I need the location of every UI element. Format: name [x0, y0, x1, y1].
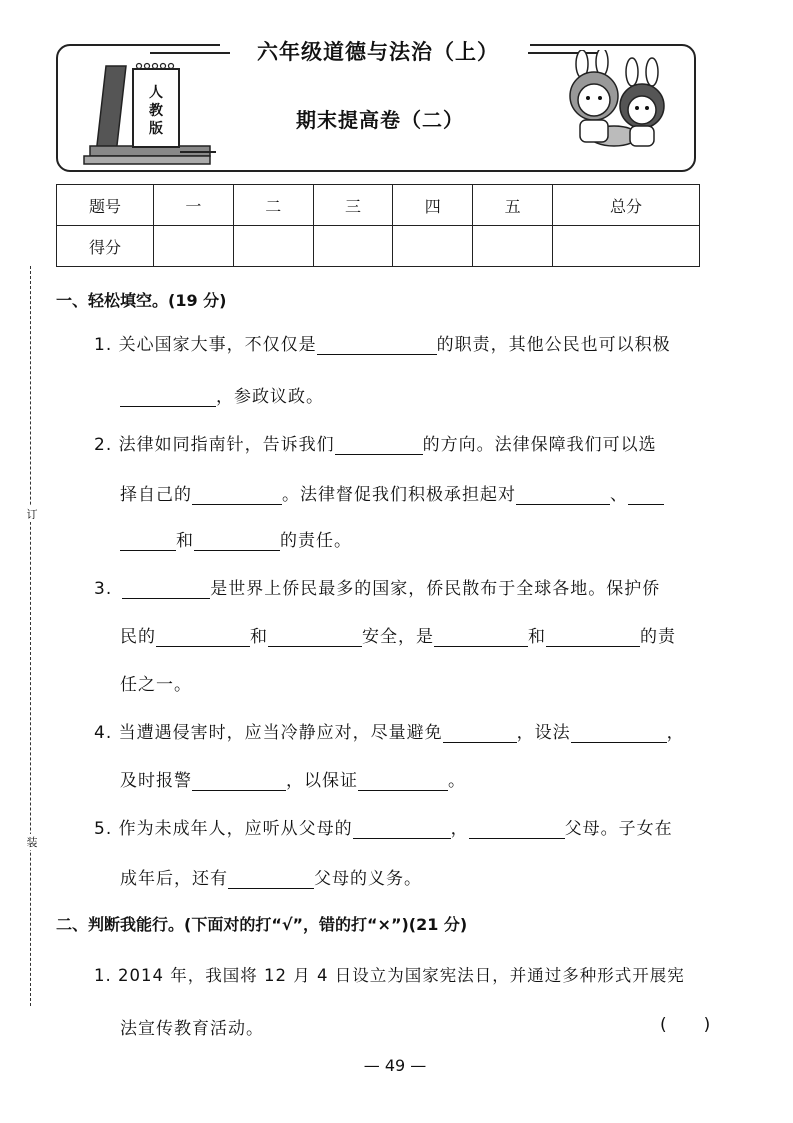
section-heading: 一、轻松填空。(19 分) — [56, 291, 227, 310]
table-cell: 总分 — [552, 185, 699, 226]
question-line: 成年后，还有 父母的义务。 — [120, 869, 422, 889]
table-cell: 一 — [154, 185, 234, 226]
score-input-cell[interactable] — [552, 226, 699, 267]
score-input-cell[interactable] — [233, 226, 313, 267]
answer-blank[interactable] — [120, 532, 176, 551]
answer-blank[interactable] — [317, 336, 437, 355]
question-line: 和 的责任。 — [120, 526, 352, 551]
edition-badge: 人 教 版 — [132, 68, 180, 148]
answer-blank[interactable] — [156, 628, 250, 647]
table-row — [57, 185, 700, 226]
table-cell: 题号 — [57, 185, 154, 226]
answer-blank[interactable] — [353, 820, 451, 839]
page-number: — 49 — — [363, 1056, 427, 1075]
question-line: 民的 和 安全，是 和 的责 — [120, 627, 676, 647]
answer-blank[interactable] — [228, 870, 314, 889]
table-cell: 五 — [473, 185, 553, 226]
answer-blank[interactable] — [571, 724, 667, 743]
table-cell: 四 — [393, 185, 473, 226]
notebook-rings-icon — [134, 62, 176, 70]
question-line: ，参政议政。 — [120, 382, 324, 407]
question-line: 2. 法律如同指南针，告诉我们 的方向。法律保障我们可以选 — [94, 435, 657, 455]
binding-char: 装 — [26, 836, 38, 849]
question-line: 及时报警 ，以保证 。 — [120, 771, 466, 791]
question-line: 法宣传教育活动。 — [120, 1019, 264, 1039]
answer-blank[interactable] — [469, 820, 565, 839]
question-line: 择自己的 。法律督促我们积极承担起对 、 — [120, 480, 664, 505]
answer-blank[interactable] — [628, 486, 664, 505]
score-input-cell[interactable] — [473, 226, 553, 267]
answer-blank[interactable] — [516, 486, 610, 505]
binding-line — [30, 266, 31, 1006]
score-input-cell[interactable] — [393, 226, 473, 267]
question-line: 1. 关心国家大事，不仅仅是 的职责，其他公民也可以积极 — [94, 335, 671, 355]
answer-blank[interactable] — [443, 724, 517, 743]
question-line: 1. 2014 年，我国将 12 月 4 日设立为国家宪法日，并通过多种形式开展宪 — [94, 966, 685, 985]
page-title: 六年级道德与法治（上） — [257, 40, 499, 64]
table-cell: 二 — [233, 185, 313, 226]
answer-blank[interactable] — [546, 628, 640, 647]
table-cell: 得分 — [57, 226, 154, 267]
question-line: 3. 是世界上侨民最多的国家，侨民散布于全球各地。保护侨 — [94, 579, 661, 599]
binding-char: 订 — [26, 508, 38, 521]
answer-blank[interactable] — [268, 628, 362, 647]
page-subtitle: 期末提高卷（二） — [296, 108, 464, 132]
answer-blank[interactable] — [120, 388, 216, 407]
section-heading: 二、判断我能行。(下面对的打“√”，错的打“×”)(21 分) — [56, 915, 468, 934]
question-line: 任之一。 — [120, 675, 192, 695]
table-cell: 三 — [313, 185, 393, 226]
answer-parenthesis[interactable]: ( ) — [660, 1015, 712, 1035]
answer-blank[interactable] — [358, 772, 448, 791]
score-table — [56, 184, 700, 267]
answer-blank[interactable] — [434, 628, 528, 647]
table-row — [57, 226, 700, 267]
score-input-cell[interactable] — [154, 226, 234, 267]
question-line: 4. 当遭遇侵害时，应当冷静应对，尽量避免 ，设法 ， — [94, 723, 685, 743]
score-input-cell[interactable] — [313, 226, 393, 267]
answer-blank[interactable] — [122, 580, 210, 599]
title-rule — [150, 52, 230, 54]
bunny-kids-illustration — [560, 50, 680, 158]
answer-blank[interactable] — [192, 486, 282, 505]
answer-blank[interactable] — [335, 436, 423, 455]
answer-blank[interactable] — [194, 532, 280, 551]
answer-blank[interactable] — [192, 772, 286, 791]
question-line: 5. 作为未成年人，应听从父母的 ， 父母。子女在 — [94, 819, 673, 839]
